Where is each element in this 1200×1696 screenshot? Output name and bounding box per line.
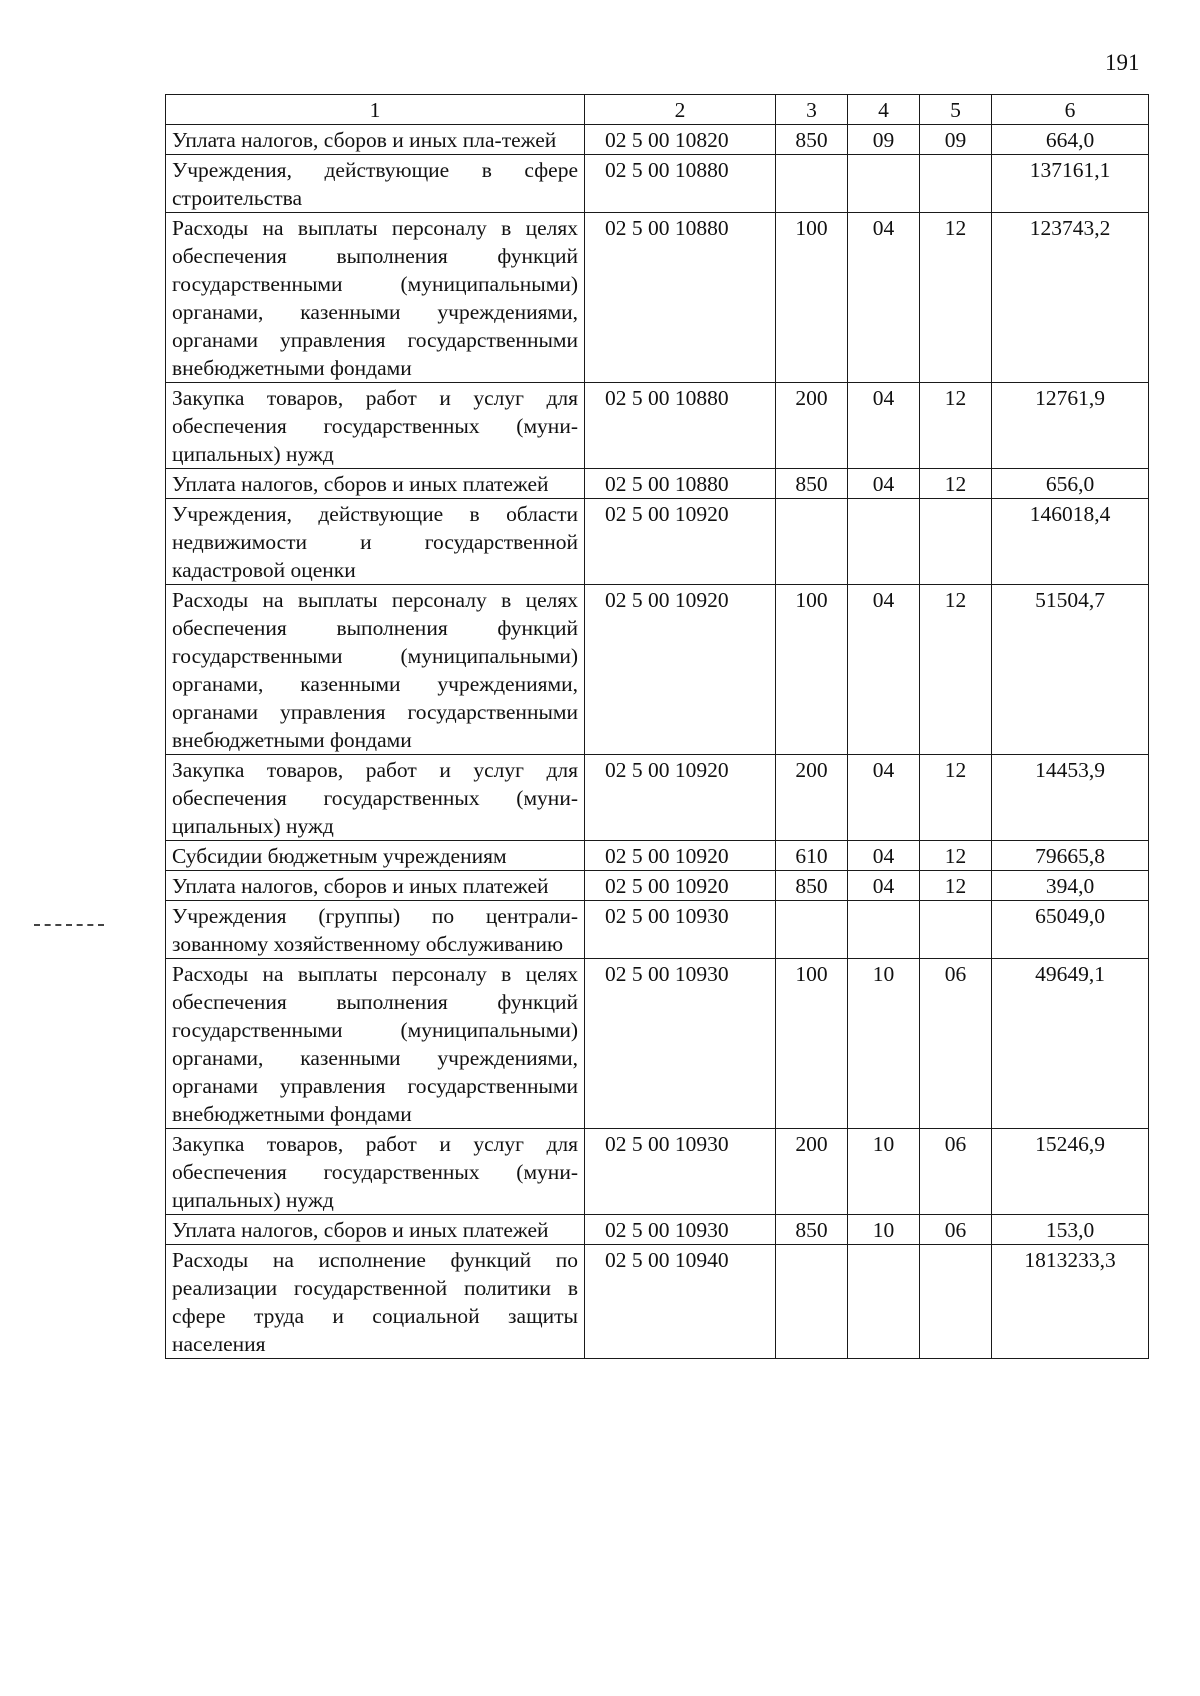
- row-code-cell: 02 5 00 10940: [585, 1245, 776, 1359]
- row-code-cell: 02 5 00 10930: [585, 1129, 776, 1215]
- row-code-cell: 02 5 00 10880: [585, 469, 776, 499]
- row-subsection-cell: 12: [920, 841, 992, 871]
- row-section-cell: 04: [848, 871, 920, 901]
- scan-artifact-mark: [34, 924, 104, 926]
- table-row: [166, 871, 1149, 901]
- row-section-cell: [848, 1245, 920, 1359]
- row-amount-cell: 15246,9: [992, 1129, 1149, 1215]
- table-row: [166, 1215, 1149, 1245]
- row-amount-cell: 1813233,3: [992, 1245, 1149, 1359]
- row-name-cell: Расходы на выплаты персоналу в целях обеспечения выполнения функций государственными (муниципальными) органами, казенными учреждениями, органами управления государственными внебюджетными фондами: [166, 213, 585, 383]
- row-name-cell: Уплата налогов, сборов и иных платежей: [166, 871, 585, 901]
- row-subsection-cell: 09: [920, 125, 992, 155]
- row-code-cell: 02 5 00 10930: [585, 1215, 776, 1245]
- row-code-cell: 02 5 00 10930: [585, 901, 776, 959]
- column-header-1: 1: [166, 95, 585, 125]
- row-expense-type-cell: 850: [776, 871, 848, 901]
- table-body: [166, 125, 1149, 1359]
- row-subsection-cell: 12: [920, 469, 992, 499]
- row-amount-cell: 123743,2: [992, 213, 1149, 383]
- row-code-cell: 02 5 00 10920: [585, 499, 776, 585]
- row-section-cell: 10: [848, 1215, 920, 1245]
- row-amount-cell: 656,0: [992, 469, 1149, 499]
- row-section-cell: 04: [848, 469, 920, 499]
- row-expense-type-cell: 850: [776, 469, 848, 499]
- row-name-cell: Учреждения, действующие в области недвижимости и государственной кадастровой оценки: [166, 499, 585, 585]
- table-row: [166, 1129, 1149, 1215]
- row-subsection-cell: 12: [920, 383, 992, 469]
- row-expense-type-cell: 100: [776, 585, 848, 755]
- column-header-5: 5: [920, 95, 992, 125]
- column-header-3: 3: [776, 95, 848, 125]
- row-expense-type-cell: 610: [776, 841, 848, 871]
- row-name-cell: Учреждения (группы) по централизованному хозяйственному обслуживанию: [166, 901, 585, 959]
- row-subsection-cell: 12: [920, 213, 992, 383]
- row-expense-type-cell: [776, 155, 848, 213]
- row-amount-cell: 153,0: [992, 1215, 1149, 1245]
- row-section-cell: 04: [848, 213, 920, 383]
- row-expense-type-cell: [776, 901, 848, 959]
- row-amount-cell: 51504,7: [992, 585, 1149, 755]
- row-expense-type-cell: 200: [776, 383, 848, 469]
- page-number: 191: [1105, 50, 1140, 75]
- row-code-cell: 02 5 00 10920: [585, 585, 776, 755]
- column-header-6: 6: [992, 95, 1149, 125]
- row-name-cell: Закупка товаров, работ и услуг для обеспечения государственных (муниципальных) нужд: [166, 1129, 585, 1215]
- row-code-cell: 02 5 00 10920: [585, 755, 776, 841]
- row-amount-cell: 79665,8: [992, 841, 1149, 871]
- row-subsection-cell: [920, 155, 992, 213]
- row-expense-type-cell: 200: [776, 755, 848, 841]
- row-subsection-cell: 06: [920, 1129, 992, 1215]
- row-name-cell: Уплата налогов, сборов и иных платежей: [166, 469, 585, 499]
- row-code-cell: 02 5 00 10820: [585, 125, 776, 155]
- row-expense-type-cell: 100: [776, 959, 848, 1129]
- row-name-cell: Учреждения, действующие в сфере строительства: [166, 155, 585, 213]
- table-row: [166, 469, 1149, 499]
- row-name-cell: Расходы на выплаты персоналу в целях обеспечения выполнения функций государственными (муниципальными) органами, казенными учреждениями, органами управления государственными внебюджетными фондами: [166, 959, 585, 1129]
- row-amount-cell: 137161,1: [992, 155, 1149, 213]
- row-expense-type-cell: [776, 1245, 848, 1359]
- row-expense-type-cell: 200: [776, 1129, 848, 1215]
- table-row: [166, 585, 1149, 755]
- row-subsection-cell: 12: [920, 871, 992, 901]
- row-expense-type-cell: [776, 499, 848, 585]
- row-code-cell: 02 5 00 10920: [585, 841, 776, 871]
- row-name-cell: Уплата налогов, сборов и иных платежей: [166, 1215, 585, 1245]
- table-row: [166, 755, 1149, 841]
- row-section-cell: 04: [848, 755, 920, 841]
- row-section-cell: 04: [848, 383, 920, 469]
- row-code-cell: 02 5 00 10880: [585, 213, 776, 383]
- table-row: [166, 499, 1149, 585]
- row-name-cell: Расходы на выплаты персоналу в целях обеспечения выполнения функций государственными (муниципальными) органами, казенными учреждениями, органами управления государственными внебюджетными фондами: [166, 585, 585, 755]
- row-code-cell: 02 5 00 10920: [585, 871, 776, 901]
- row-section-cell: [848, 901, 920, 959]
- row-subsection-cell: [920, 1245, 992, 1359]
- table-row: [166, 959, 1149, 1129]
- row-subsection-cell: 06: [920, 1215, 992, 1245]
- row-amount-cell: 146018,4: [992, 499, 1149, 585]
- row-expense-type-cell: 850: [776, 1215, 848, 1245]
- row-code-cell: 02 5 00 10880: [585, 383, 776, 469]
- row-amount-cell: 65049,0: [992, 901, 1149, 959]
- row-name-cell: Субсидии бюджетным учреждениям: [166, 841, 585, 871]
- row-expense-type-cell: 100: [776, 213, 848, 383]
- row-section-cell: 04: [848, 585, 920, 755]
- table-row: [166, 841, 1149, 871]
- row-subsection-cell: 12: [920, 585, 992, 755]
- row-section-cell: [848, 499, 920, 585]
- row-name-cell: Расходы на исполнение функций по реализации государственной политики в сфере труда и социальной защиты населения: [166, 1245, 585, 1359]
- table-row: [166, 213, 1149, 383]
- row-subsection-cell: 12: [920, 755, 992, 841]
- row-section-cell: 10: [848, 1129, 920, 1215]
- row-code-cell: 02 5 00 10930: [585, 959, 776, 1129]
- table-row: [166, 125, 1149, 155]
- column-header-4: 4: [848, 95, 920, 125]
- row-code-cell: 02 5 00 10880: [585, 155, 776, 213]
- table-row: [166, 901, 1149, 959]
- row-subsection-cell: 06: [920, 959, 992, 1129]
- row-amount-cell: 49649,1: [992, 959, 1149, 1129]
- row-section-cell: 09: [848, 125, 920, 155]
- row-name-cell: Уплата налогов, сборов и иных пла-тежей: [166, 125, 585, 155]
- table-row: [166, 155, 1149, 213]
- table-row: [166, 1245, 1149, 1359]
- row-section-cell: 10: [848, 959, 920, 1129]
- row-amount-cell: 14453,9: [992, 755, 1149, 841]
- column-header-2: 2: [585, 95, 776, 125]
- table-header-row: [166, 95, 1149, 125]
- row-name-cell: Закупка товаров, работ и услуг для обеспечения государственных (муниципальных) нужд: [166, 383, 585, 469]
- row-amount-cell: 12761,9: [992, 383, 1149, 469]
- row-name-cell: Закупка товаров, работ и услуг для обеспечения государственных (муниципальных) нужд: [166, 755, 585, 841]
- row-subsection-cell: [920, 499, 992, 585]
- budget-table: [165, 94, 1149, 1359]
- row-subsection-cell: [920, 901, 992, 959]
- row-amount-cell: 394,0: [992, 871, 1149, 901]
- row-section-cell: [848, 155, 920, 213]
- row-amount-cell: 664,0: [992, 125, 1149, 155]
- table-row: [166, 383, 1149, 469]
- row-section-cell: 04: [848, 841, 920, 871]
- row-expense-type-cell: 850: [776, 125, 848, 155]
